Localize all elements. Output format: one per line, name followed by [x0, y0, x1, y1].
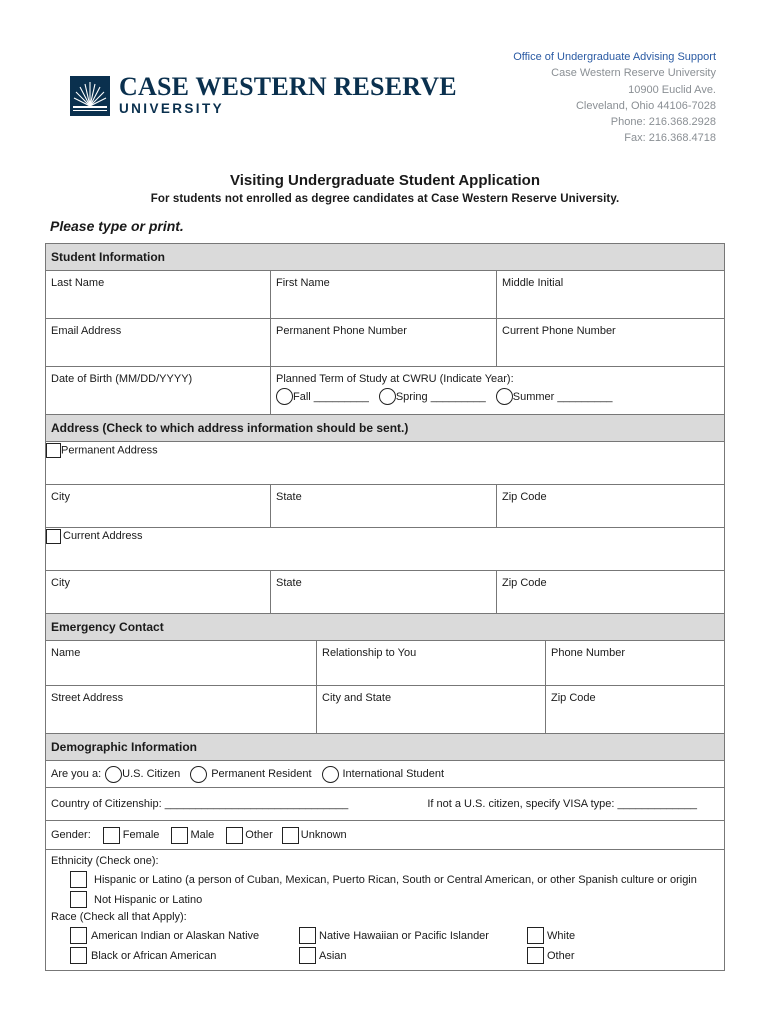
spring-label: Spring _________ — [395, 390, 486, 403]
page-subtitle: For students not enrolled as degree candidates at Case Western Reserve University. — [150, 193, 620, 205]
hawaiian-label: Native Hawaiian or Pacific Islander — [319, 929, 489, 942]
current-address-checkbox[interactable] — [46, 529, 61, 544]
not-hispanic-label: Not Hispanic or Latino — [94, 893, 203, 906]
term-summer-option[interactable] — [496, 388, 613, 405]
permanent-resident-option[interactable] — [190, 766, 311, 783]
last-name-field[interactable]: Last Name — [46, 271, 271, 318]
current-address-label: Current Address — [63, 530, 143, 543]
sunburst-logo-icon — [70, 76, 110, 116]
dob-field[interactable]: Date of Birth (MM/DD/YYYY) — [46, 367, 271, 414]
demographic-heading: Demographic Information — [46, 734, 724, 761]
office-phone: Phone: 216.368.2928 — [610, 116, 716, 129]
unknown-gender-label: Unknown — [300, 829, 347, 841]
relationship-field[interactable]: Relationship to You — [317, 641, 546, 685]
permanent-state-field[interactable]: State — [271, 485, 497, 527]
are-you-label: Are you a: — [51, 768, 102, 780]
office-fax: Fax: 216.368.4718 — [624, 132, 716, 145]
male-option[interactable] — [171, 827, 214, 844]
summer-label: Summer _________ — [512, 390, 613, 403]
current-zip-field[interactable]: Zip Code — [502, 577, 547, 589]
race-other-checkbox[interactable] — [527, 947, 544, 964]
visa-type-field[interactable]: If not a U.S. citizen, specify VISA type: _____________ — [427, 798, 697, 810]
us-citizen-radio[interactable] — [105, 766, 122, 783]
summer-radio[interactable] — [496, 388, 513, 405]
current-address-field[interactable] — [46, 528, 724, 544]
page-title: Visiting Undergraduate Student Application — [229, 172, 541, 189]
white-label: White — [547, 929, 576, 942]
permanent-resident-radio[interactable] — [190, 766, 207, 783]
planned-term-label: Planned Term of Study at CWRU (Indicate Year): — [276, 373, 514, 385]
race-other-label: Other — [547, 949, 575, 962]
fall-label: Fall _________ — [293, 390, 369, 403]
term-fall-option[interactable] — [276, 388, 369, 405]
office-city: Cleveland, Ohio 44106-7028 — [575, 99, 716, 112]
other-gender-option[interactable] — [226, 827, 273, 844]
address-heading: Address (Check to which address information should be sent.) — [46, 415, 724, 442]
emergency-name-field[interactable]: Name — [46, 641, 317, 685]
unknown-gender-option[interactable] — [282, 827, 347, 844]
current-city-field[interactable]: City — [46, 571, 271, 613]
permanent-zip-field[interactable]: Zip Code — [502, 491, 547, 503]
other-gender-checkbox[interactable] — [226, 827, 243, 844]
office-street: 10900 Euclid Ave. — [628, 83, 716, 96]
international-label: International Student — [342, 768, 445, 780]
logo-title: CASE WESTERN RESERVE — [119, 72, 457, 101]
international-option[interactable] — [322, 766, 445, 783]
permanent-address-label: Permanent Address — [61, 444, 158, 457]
other-gender-label: Other — [245, 829, 273, 841]
not-hispanic-checkbox[interactable] — [70, 891, 87, 908]
term-spring-option[interactable] — [379, 388, 486, 405]
emergency-street-field[interactable]: Street Address — [46, 686, 317, 733]
emergency-contact-heading: Emergency Contact — [46, 614, 724, 641]
male-checkbox[interactable] — [171, 827, 188, 844]
black-checkbox[interactable] — [70, 947, 87, 964]
gender-label: Gender: — [51, 829, 91, 841]
spring-radio[interactable] — [379, 388, 396, 405]
permanent-resident-label: Permanent Resident — [211, 768, 312, 780]
email-field[interactable]: Email Address — [46, 319, 271, 366]
us-citizen-option[interactable] — [105, 766, 180, 783]
ethnicity-label: Ethnicity (Check one): — [51, 855, 159, 867]
office-address-block — [513, 49, 716, 147]
instruction-text: Please type or print. — [50, 218, 184, 234]
logo-subtitle: UNIVERSITY — [119, 101, 225, 116]
black-label: Black or African American — [91, 949, 217, 962]
unknown-gender-checkbox[interactable] — [282, 827, 299, 844]
citizenship-field[interactable]: Country of Citizenship: ______________________________ — [51, 798, 349, 810]
permanent-city-field[interactable]: City — [46, 485, 271, 527]
university-logo — [70, 74, 457, 117]
american-indian-label: American Indian or Alaskan Native — [91, 929, 260, 942]
female-option[interactable] — [103, 827, 160, 844]
american-indian-checkbox[interactable] — [70, 927, 87, 944]
asian-checkbox[interactable] — [299, 947, 316, 964]
current-state-field[interactable]: State — [271, 571, 497, 613]
white-checkbox[interactable] — [527, 927, 544, 944]
hispanic-checkbox[interactable] — [70, 871, 87, 888]
hispanic-label: Hispanic or Latino (a person of Cuban, Mexican, Puerto Rican, South or Central American, or other Spanish culture or origin — [94, 873, 697, 886]
female-label: Female — [122, 829, 160, 841]
hawaiian-checkbox[interactable] — [299, 927, 316, 944]
us-citizen-label: U.S. Citizen — [122, 768, 181, 780]
permanent-phone-field[interactable]: Permanent Phone Number — [271, 319, 497, 366]
emergency-phone-field[interactable]: Phone Number — [551, 647, 625, 659]
current-phone-field[interactable]: Current Phone Number — [502, 325, 616, 337]
international-radio[interactable] — [322, 766, 339, 783]
male-label: Male — [190, 829, 215, 841]
student-info-heading: Student Information — [46, 244, 724, 271]
fall-radio[interactable] — [276, 388, 293, 405]
application-form — [45, 243, 725, 971]
race-label: Race (Check all that Apply): — [51, 911, 187, 923]
female-checkbox[interactable] — [103, 827, 120, 844]
emergency-zip-field[interactable]: Zip Code — [551, 692, 596, 704]
first-name-field[interactable]: First Name — [271, 271, 497, 318]
middle-initial-field[interactable]: Middle Initial — [502, 277, 564, 289]
planned-term-cell — [271, 367, 724, 414]
asian-label: Asian — [319, 949, 347, 962]
permanent-address-checkbox[interactable] — [46, 443, 61, 458]
emergency-city-state-field[interactable]: City and State — [317, 686, 546, 733]
ethnicity-race-block — [46, 850, 724, 970]
permanent-address-field[interactable] — [46, 442, 724, 458]
office-university: Case Western Reserve University — [551, 67, 716, 80]
office-name: Office of Undergraduate Advising Support — [513, 51, 716, 63]
